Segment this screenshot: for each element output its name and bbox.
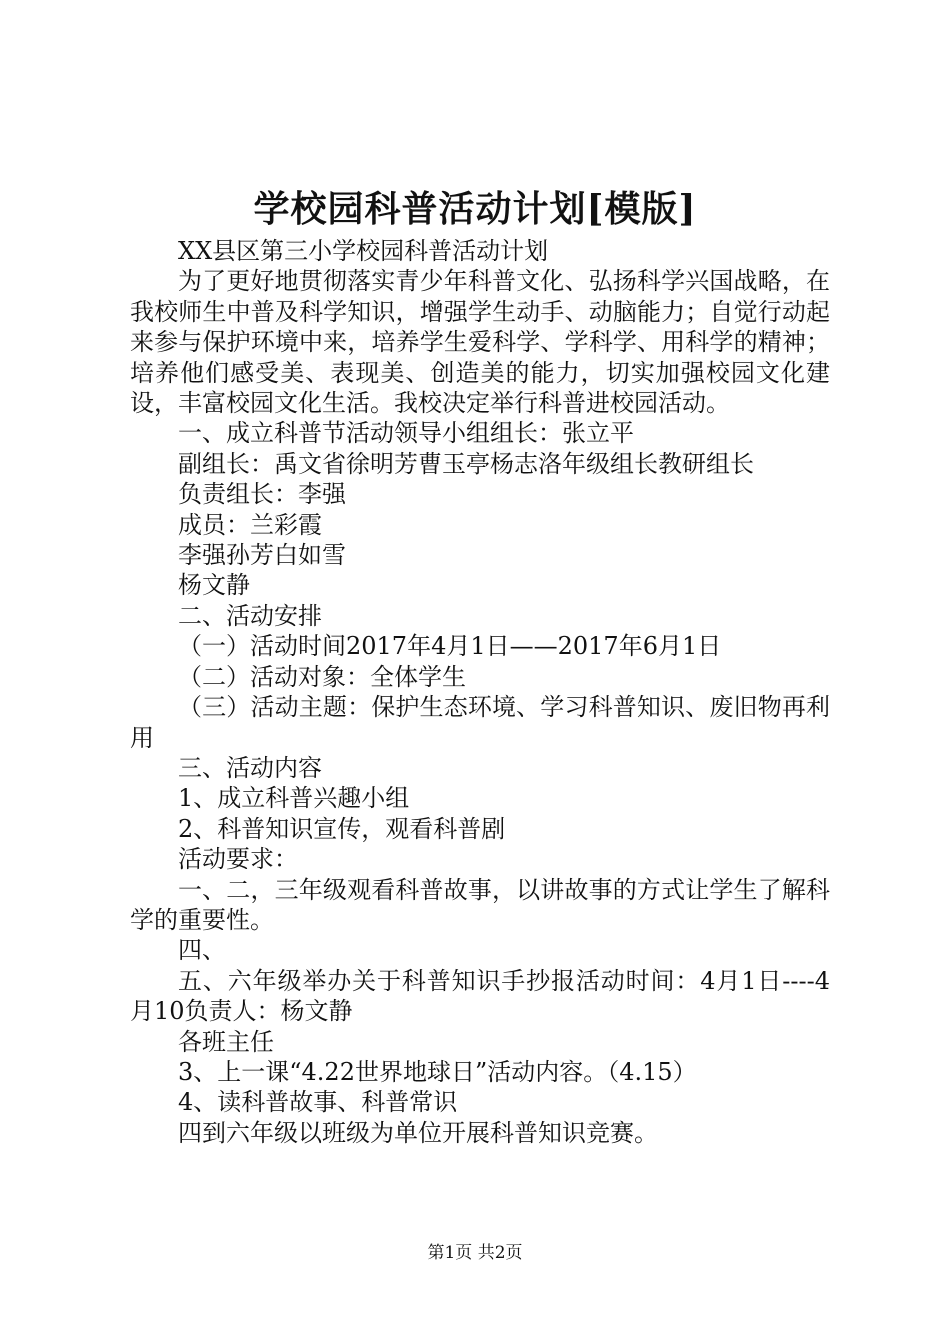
- paragraph-activity-target: （二）活动对象：全体学生: [178, 662, 466, 691]
- paragraph-activity-time: （一）活动时间2017年4月1日——2017年6月1日: [178, 632, 722, 661]
- paragraph-members-continued: 李强孙芳白如雪: [178, 541, 346, 570]
- paragraph-item-one: 1、成立科普兴趣小组: [178, 784, 410, 813]
- paragraph-item-three: 3、上一课“4.22世界地球日”活动内容。（4.15）: [178, 1057, 697, 1086]
- paragraph-section-one: 一、成立科普节活动领导小组组长：张立平: [178, 419, 634, 448]
- paragraph-members: 成员：兰彩霞: [178, 510, 322, 539]
- page-number-footer: 第1页 共2页: [427, 1243, 523, 1263]
- document-body: [130, 236, 830, 1148]
- paragraph-section-two: 二、活动安排: [178, 601, 322, 630]
- paragraph-responsible-leader: 负责组长：李强: [178, 480, 346, 509]
- paragraph-activity-theme: （三）活动主题：保护生态环境、学习科普知识、废旧物再利用: [130, 693, 830, 752]
- paragraph-competition: 四到六年级以班级为单位开展科普知识竞赛。: [178, 1118, 658, 1147]
- paragraph-activity-requirements: 活动要求：: [178, 845, 298, 874]
- paragraph-deputy-leaders: 副组长：禹文省徐明芳曹玉亭杨志洛年级组长教研组长: [178, 449, 754, 478]
- paragraph-grades-five-six: 五、六年级举办关于科普知识手抄报活动时间：4月1日----4月10负责人：杨文静: [130, 966, 830, 1026]
- paragraph-section-three: 三、活动内容: [178, 753, 322, 782]
- paragraph-item-four: 4、读科普故事、科普常识: [178, 1088, 458, 1117]
- paragraph-class-teachers: 各班主任: [178, 1027, 274, 1056]
- paragraph-grades-one-three: 一、二，三年级观看科普故事，以讲故事的方式让学生了解科学的重要性。: [130, 875, 830, 934]
- paragraph-intro: 为了更好地贯彻落实青少年科普文化、弘扬科学兴国战略，在我校师生中普及科学知识，增强学生动手、动脑能力；自觉行动起来参与保护环境中来，培养学生爱科学、学科学、用科学的精神；培养他们感受美、表现美、创造美的能力，切实加强校园文化建设，丰富校园文化生活。我校决定举行科普进校园活动。: [130, 267, 830, 418]
- paragraph-member-yang: 杨文静: [178, 571, 250, 600]
- paragraph-item-two: 2、科普知识宣传，观看科普剧: [178, 814, 506, 843]
- paragraph-four: 四、: [178, 936, 226, 965]
- document-title: 学校园科普活动计划[模版]: [253, 188, 697, 230]
- paragraph-school-plan-heading: XX县区第三小学校园科普活动计划: [178, 237, 549, 265]
